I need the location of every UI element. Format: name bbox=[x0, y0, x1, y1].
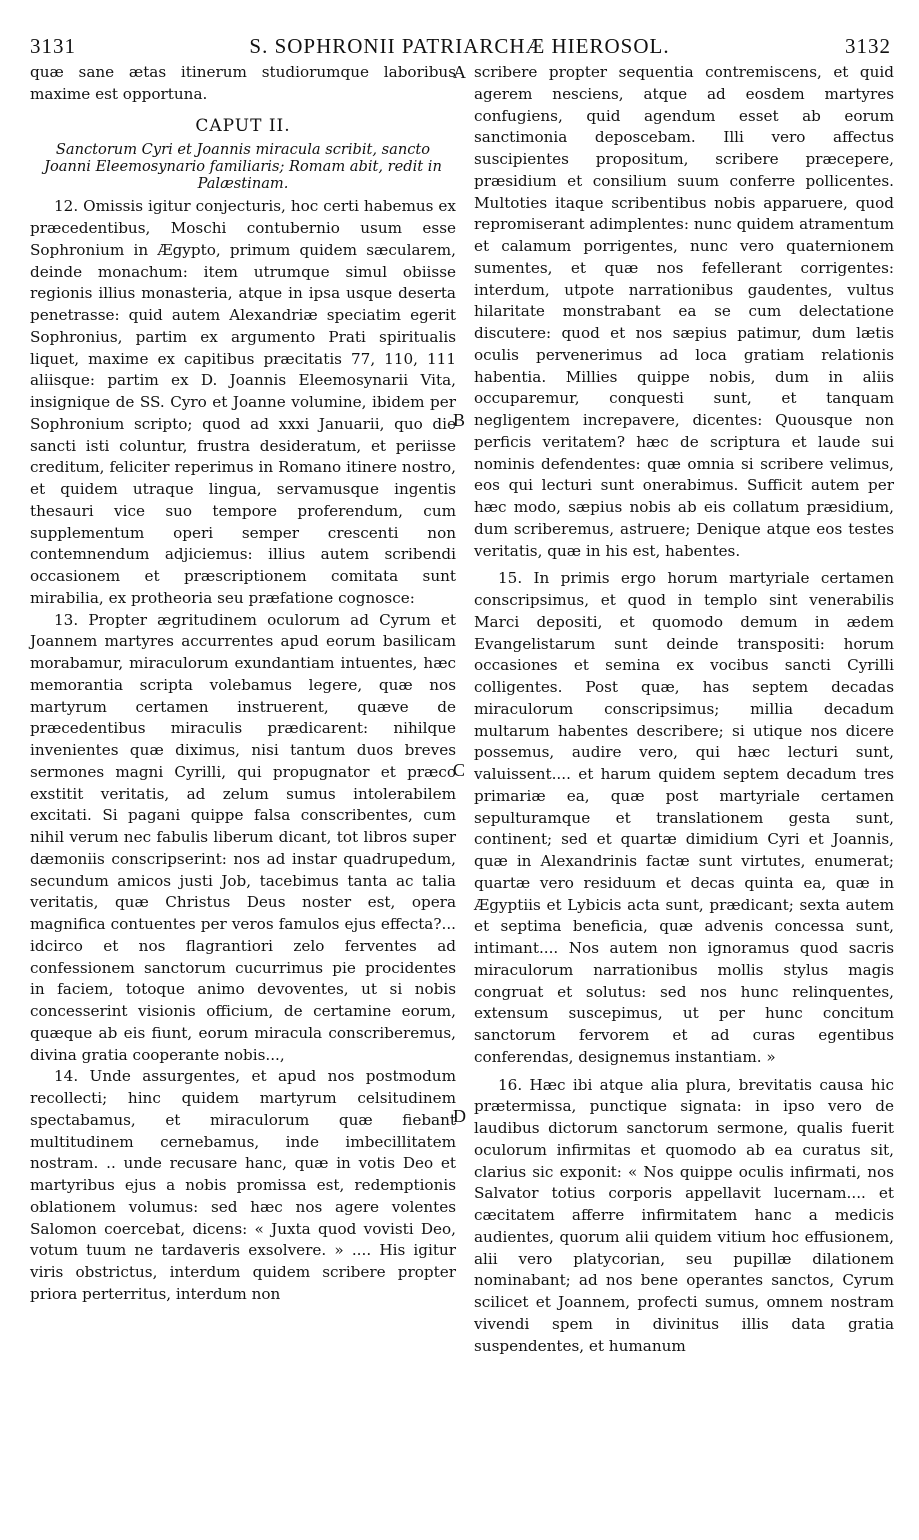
chapter-summary: Sanctorum Cyri et Joannis miracula scribit, sancto Joanni Eleemosynario familiaris; Romam abit, redit in Palæstinam. bbox=[44, 141, 442, 193]
paragraph-12: 12. Omissis igitur conjecturis, hoc certi habemus ex præcedentibus, Moschi contubernio usum esse Sophronium in Ægypto, primum quidem sæcularem, deinde monachum: item utrumque simul obiisse regionis illius monasteria, atque in ipsa usque deserta penetrasse: quid autem Alexandriæ speciatim egerit Sophronius, partim ex argumento Prati spiritualis liquet, maxime ex capitibus præcitatis 77, 110, 111 aliisque: partim ex D. Joannis Eleemosynarii Vita, insignique de SS. Cyro et Joanne volumine, ibidem per Sophronium scripto; quod ad xxxi Januarii, quo die sancti isti coluntur, frustra desideratum, et periisse creditum, feliciter reperimus in Romano itinere nostro, et quidem utraque lingua, servamusque ingentis thesauri vice suo tempore proferendum, cum supplementum operi semper crescenti non contemnendum adjiciemus: illius autem scribendi occasionem et præscriptionem comitata sunt mirabilia, ex protheoria seu præfatione cognosce: bbox=[30, 197, 456, 607]
paragraph-14-continued: scribere propter sequentia contremiscens, et quid agerem nesciens, atque ad eosdem martyres confugiens, quid agendum esset ab eorum sanctimonia deposcebam. Illi vero affectus suscipientes propositum, scribere præcepere, præsidium et consilium suum conferre pollicentes. Multoties itaque scribentibus nobis apparuere, quod repromiserant adimplentes: nunc quidem atramentum et calamum porrigentes, nunc vero quaternionem sumentes, et quæ nos fefellerant corrigentes: interdum, utpote narrationibus gaudentes, vultus hilaritate monstrabant ea se cum delectatione discutere: quod et nos sæpius patimur, dum lætis oculis pervenerimus ad loca gratiam relationis habentia. Millies quippe nobis, dum in aliis occuparemur, conquesti sunt, et tanquam negligentem increpavere, dicentes: Quousque non perficis veritatem? hæc de scriptura et laude sui nominis defendentes: quæ omnia si scribere velimus, eos qui lecturi sunt onerabimus. Sufficit autem per hæc modo, sæpius nobis ab eis collatum præsidium, dum scriberemus, astruere; Denique atque eos testes veritatis, quæ in his est, habentes. bbox=[474, 63, 894, 560]
right-column bbox=[474, 62, 894, 1357]
margin-marker-c: C bbox=[453, 760, 466, 780]
paragraph-16: 16. Hæc ibi atque alia plura, brevitatis causa hic prætermissa, punctique signata: in ipso vero de laudibus dictorum sanctorum sermone, qualis fuerit oculorum infirmitas et quomodo ab ea curatus sit, clarius sic exponit: « Nos quippe oculis infirmati, nos Salvator totius corporis appellavit lucernam.... et cæcitatem afferre infirmitatem hanc a medicis audientes, quorum alii quidem vitium hoc effusionem, alii vero platycorian, seu pupillæ dilationem nominabant; ad nos bene operantes sanctos, Cyrum scilicet et Joannem, profecti sumus, omnem nostram vivendi spem in divinitus illis data gratia suspendentes, et humanum bbox=[474, 1075, 894, 1355]
opening-text: quæ sane ætas itinerum studiorumque laboribus maxime est opportuna. bbox=[30, 63, 456, 103]
left-column bbox=[30, 62, 456, 1306]
paragraph-14: 14. Unde assurgentes, et apud nos postmodum recollecti; hinc quidem martyrum celsitudinem spectabamus, et miraculorum quæ fiebant multitudinem cernebamus, inde imbecillitatem nostram. .. unde recusare hanc, quæ in votis Deo et martyribus ejus a nobis promissa est, redemptionis oblationem volumus: sed hæc nos agere volentes Salomon coercebat, dicens: « Juxta quod vovisti Deo, votum tuum ne tardaveris exsolvere. » .... His igitur viris obstrictus, interdum quidem scribere propter priora perterritus, interdum non bbox=[30, 1067, 456, 1303]
margin-marker-b: B bbox=[453, 410, 466, 430]
margin-marker-d: D bbox=[453, 1106, 466, 1126]
running-header bbox=[0, 34, 919, 58]
paragraph-13: 13. Propter ægritudinem oculorum ad Cyrum et Joannem martyres accurrentes apud eorum basilicam morabamur, miraculorum exundantiam intuentes, hæc memorantia scripta volebamus legere, quæ nos martyrum certamen instruerent, quæve de præcedentibus miraculis prædicarent: nihilque invenientes quæ diximus, nisi tantum duos breves sermones magni Cyrilli, qui propugnator et præco exstitit veritatis, ad zelum sumus intolerabilem excitati. Si pagani quippe falsa conscribentes, cum nihil verum nec fabulis liberum dicant, tot libros super dæmoniis conscripserint: nos ad instar quadrupedum, secundum amicos justi Job, tacebimus tanta ac talia veritatis, quæ Christus Deus noster est, opera magnifica contuentes per veros famulos ejus effecta?... idcirco et nos flagrantiori zelo ferventes ad confessionem sanctorum cucurrimus pie procidentes in faciem, totoque animo devoventes, ut si nobis concesserint visionis officium, de certamine eorum, quæque ab eis fiunt, eorum miracula conscriberemus, divina gratia cooperante nobis..., bbox=[30, 610, 456, 1064]
page-number-right: 3132 bbox=[845, 34, 891, 58]
page-number-left: 3131 bbox=[30, 34, 76, 58]
margin-marker-a: A bbox=[453, 62, 466, 82]
chapter-heading: CAPUT II. bbox=[195, 115, 291, 136]
paragraph-15: 15. In primis ergo horum martyriale certamen conscripsimus, et quod in templo sint venerabilis Marci depositi, et quomodo demum in ædem Evangelistarum sunt deinde transpositi: horum occasiones et semina ex vocibus sancti Cyrilli colligentes. Post quæ, has septem decadas miraculorum conscripsimus; millia decadum multarum habentes describere; si utique nos dicere possemus, audire vero, qui hæc lecturi sunt, valuissent.... et harum quidem septem decadum tres primariæ ea, quæ post martyriale certamen sepulturamque et translationem gesta sunt, continent; sed et quartæ dimidium Cyri et Joannis, quæ in Alexandrinis factæ sunt virtutes, enumerat; quartæ vero residuum et decas quinta ea, quæ in Ægyptiis et Lybicis acta sunt, prædicant; sexta autem et septima beneficia, quæ advenis concessa sunt, intimant.... Nos autem non ignoramus quod sacris miraculorum narrationibus mollis stylus magis congruat et solutus: sed nos hunc relinquentes, extensum suscepimus, ut per hunc concitum sanctorum fervorem et ad curas egentibus conferendas, designemus instantiam. » bbox=[474, 569, 894, 1066]
running-title: S. SOPHRONII PATRIARCHÆ HIEROSOL. bbox=[249, 34, 670, 58]
